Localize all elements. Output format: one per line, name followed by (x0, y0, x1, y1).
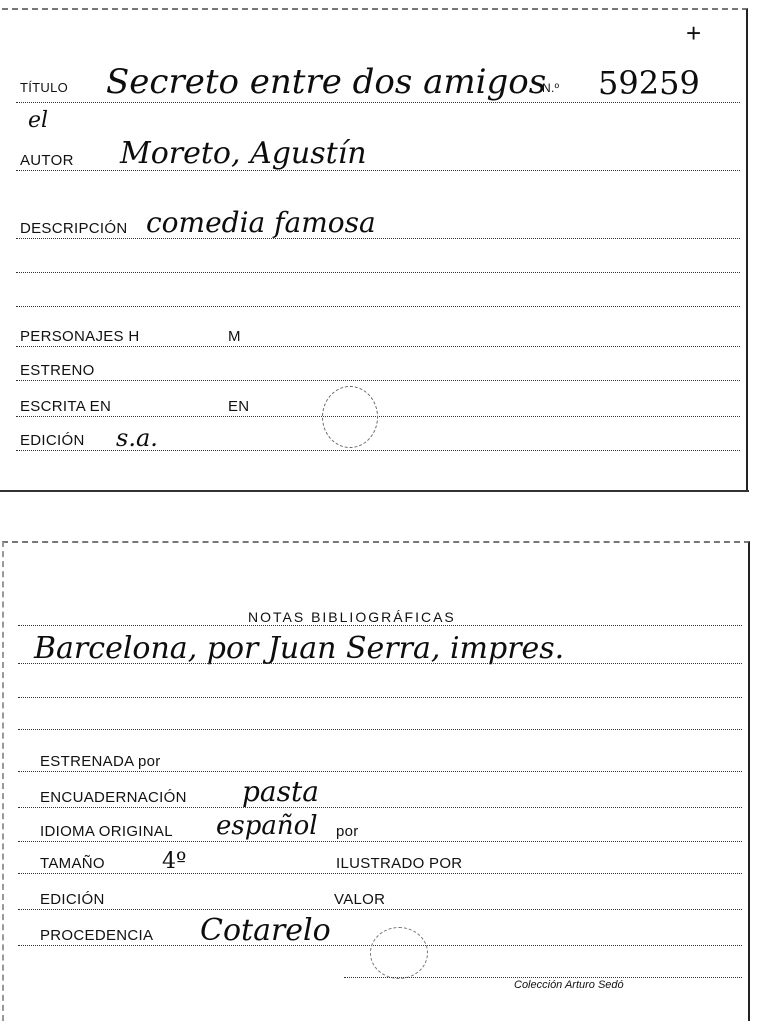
title-label: TÍTULO (20, 80, 69, 95)
catalog-number: 59259 (598, 64, 700, 102)
description-label: DESCRIPCIÓN (20, 220, 128, 237)
rule-characters (16, 346, 740, 347)
written-en-label: EN (228, 398, 250, 415)
rule-collection (344, 977, 742, 978)
title-value: Secreto entre dos amigos (106, 62, 547, 102)
plus-mark: + (686, 18, 702, 48)
rule-heading (18, 625, 742, 626)
premiere-label: ESTRENO (20, 362, 95, 379)
catalog-card-back (2, 541, 750, 1021)
collection-credit: Colección Arturo Sedó (514, 979, 624, 991)
card-front-bottom-edge (0, 490, 749, 492)
catalog-card-front (2, 8, 748, 492)
faint-stamp-back (370, 927, 428, 979)
size-label: TAMAÑO (40, 855, 105, 872)
rule-blank-1 (16, 272, 740, 273)
rule-edition-front (16, 450, 740, 451)
rule-binding (18, 807, 742, 808)
author-value: Moreto, Agustín (120, 136, 367, 171)
premiered-by-label: ESTRENADA por (40, 753, 161, 770)
title-article: el (28, 108, 49, 133)
rule-blank-2 (16, 306, 740, 307)
rule-edition-back (18, 909, 742, 910)
written-label: ESCRITA EN (20, 398, 112, 415)
notes-heading: NOTAS BIBLIOGRÁFICAS (248, 609, 456, 625)
language-por-label: por (336, 823, 359, 840)
rule-premiere (16, 380, 740, 381)
author-label: AUTOR (20, 152, 74, 169)
original-language-label: IDIOMA ORIGINAL (40, 823, 173, 840)
rule-notes-3 (18, 729, 742, 730)
rule-notes-2 (18, 697, 742, 698)
rule-notes-1 (18, 663, 742, 664)
original-language-value: español (216, 811, 318, 841)
value-label: VALOR (334, 891, 386, 908)
size-value: 4º (162, 849, 187, 874)
faint-stamp-front (322, 386, 378, 448)
illustrated-by-label: ILUSTRADO POR (336, 855, 463, 872)
edition-label-front: EDICIÓN (20, 432, 85, 449)
provenance-value: Cotarelo (200, 913, 331, 948)
rule-premiered-by (18, 771, 742, 772)
rule-title (16, 102, 740, 103)
characters-label: PERSONAJES H (20, 328, 140, 345)
description-value: comedia famosa (146, 206, 376, 239)
rule-language (18, 841, 742, 842)
binding-value: pasta (242, 775, 319, 808)
provenance-label: PROCEDENCIA (40, 927, 154, 944)
rule-written (16, 416, 740, 417)
characters-m-label: M (228, 328, 241, 345)
edition-label-back: EDICIÓN (40, 891, 105, 908)
edition-value-front: s.a. (116, 424, 158, 452)
rule-author (16, 170, 740, 171)
number-label: N.º (542, 81, 560, 95)
notes-value: Barcelona, por Juan Serra, impres. (34, 631, 565, 666)
rule-description (16, 238, 740, 239)
binding-label: ENCUADERNACIÓN (40, 789, 187, 806)
rule-size (18, 873, 742, 874)
